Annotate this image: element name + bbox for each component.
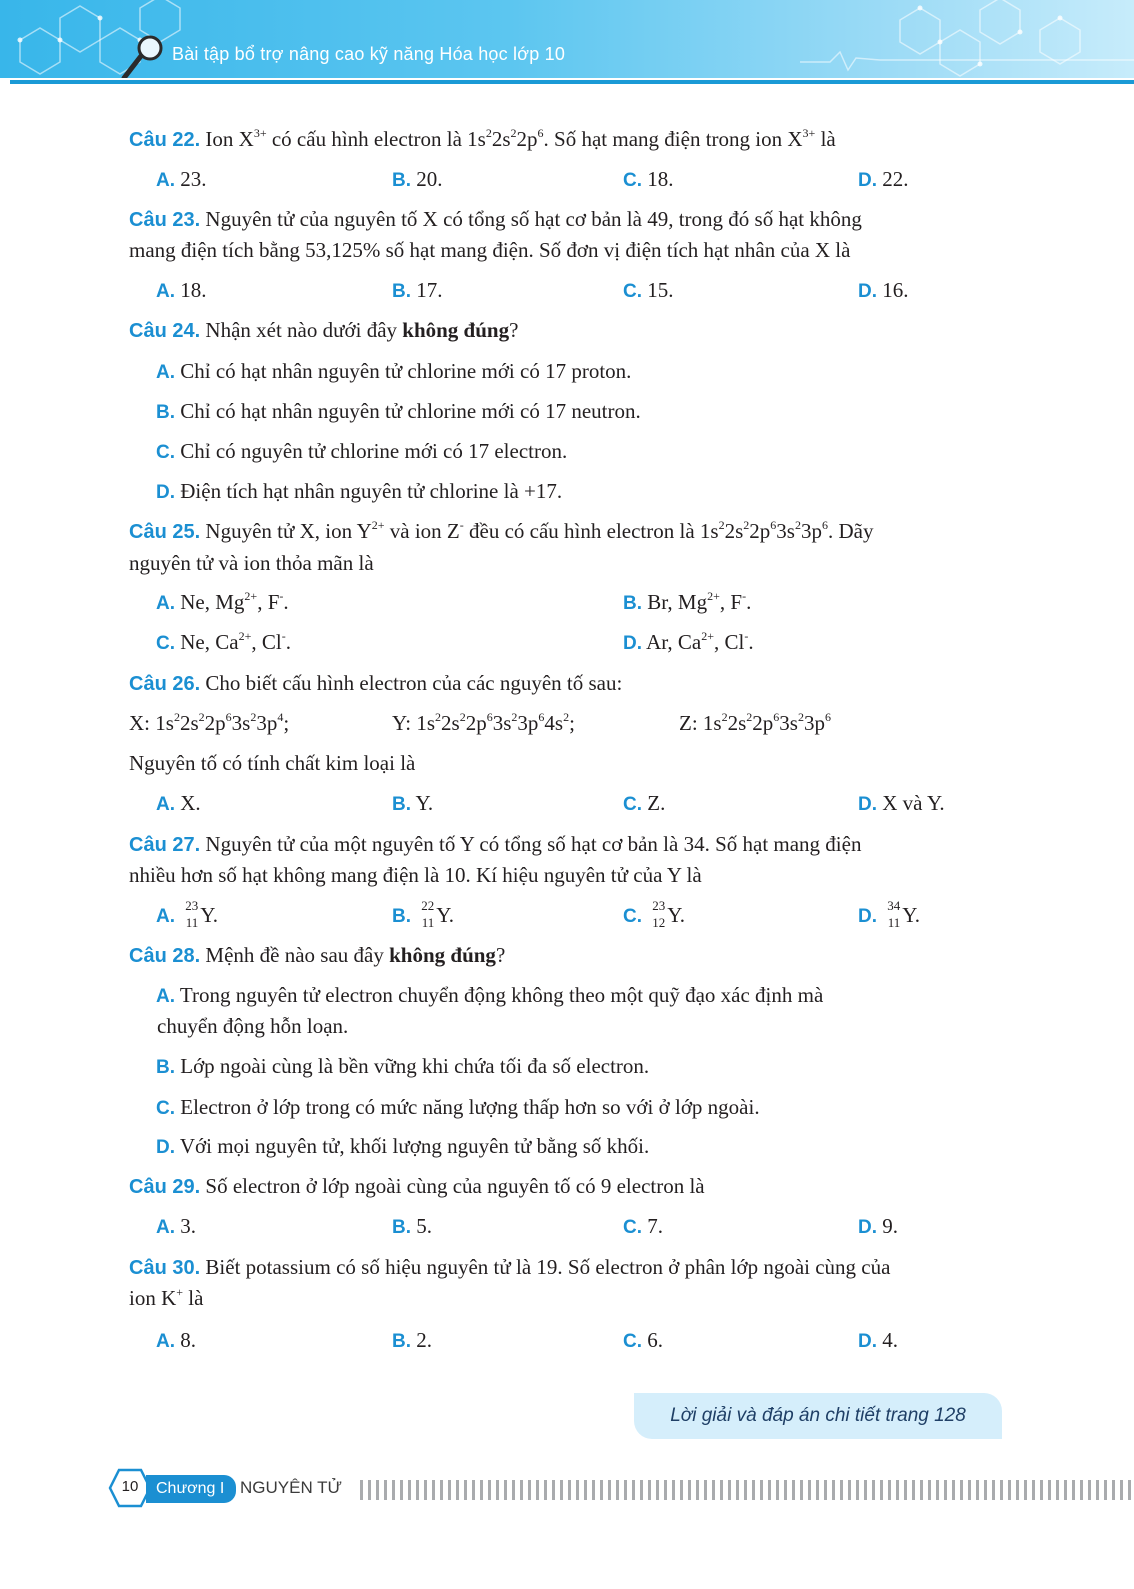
option-c[interactable]: C. 6. bbox=[623, 1328, 663, 1352]
header-divider bbox=[10, 80, 1134, 84]
question-label: Câu 25. bbox=[129, 521, 201, 543]
option-c[interactable]: C. Electron ở lớp trong có mức năng lượng thấp hơn so với ở lớp ngoài. bbox=[156, 1095, 760, 1119]
option-b[interactable]: B. 2. bbox=[392, 1328, 432, 1352]
option-d[interactable]: D. Điện tích hạt nhân nguyên tử chlorine là +17. bbox=[156, 479, 563, 503]
option-a-cont: chuyển động hỗn loạn. bbox=[157, 1014, 349, 1038]
question-label: Câu 26. bbox=[129, 673, 201, 695]
question-26: Câu 26. Cho biết cấu hình electron của các nguyên tố sau: bbox=[129, 671, 623, 695]
option-a[interactable]: A. 3. bbox=[156, 1214, 196, 1238]
question-label: Câu 22. bbox=[129, 129, 201, 151]
header-title: Bài tập bổ trợ nâng cao kỹ năng Hóa học lớp 10 bbox=[172, 44, 566, 64]
chapter-title: NGUYÊN TỬ bbox=[240, 1478, 343, 1497]
option-a[interactable]: A. X. bbox=[156, 791, 201, 815]
answer-reference-text: Lời giải và đáp án chi tiết trang 128 bbox=[670, 1405, 966, 1426]
option-a[interactable]: A. 8. bbox=[156, 1328, 196, 1352]
config-z: Z: $1s^22s^22p^63s^23p^6$ bbox=[679, 710, 831, 735]
option-a[interactable]: A. Ne, $Mg^{2+}$, F-. bbox=[156, 589, 289, 614]
molecule-pattern-decoration bbox=[0, 0, 1134, 78]
answer-reference-box[interactable] bbox=[634, 1393, 1002, 1439]
question-23: Câu 23. Nguyên tử của nguyên tố X có tổng số hạt cơ bản là 49, trong đó số hạt không bbox=[129, 207, 862, 231]
question-24: Câu 24. Nhận xét nào dưới đây không đúng? bbox=[129, 318, 519, 342]
question-22: Câu 22. Ion $X^{3+}$ có cấu hình electron là $1s^22s^22p^6$. Số hạt mang điện trong ion $X^{3+}$ là bbox=[129, 126, 836, 151]
question-30: Câu 30. Biết potassium có số hiệu nguyên tử là 19. Số electron ở phân lớp ngoài cùng của bbox=[129, 1255, 891, 1279]
option-d[interactable]: D. 34 11 Y. bbox=[858, 898, 920, 930]
option-d[interactable]: D. Với mọi nguyên tử, khối lượng nguyên tử bằng số khối. bbox=[156, 1134, 650, 1158]
option-d[interactable]: D. 4. bbox=[858, 1328, 898, 1352]
option-c[interactable]: C. Z. bbox=[623, 791, 666, 815]
question-label: Câu 30. bbox=[129, 1257, 201, 1279]
option-b[interactable]: B. 5. bbox=[392, 1214, 432, 1238]
option-b[interactable]: B. Chỉ có hạt nhân nguyên tử chlorine mới có 17 neutron. bbox=[156, 399, 641, 423]
page-footer bbox=[0, 1468, 1134, 1510]
option-c[interactable]: C. Chỉ có nguyên tử chlorine mới có 17 electron. bbox=[156, 439, 568, 463]
option-d[interactable]: D. Ar, $Ca^{2+}$, Cl-. bbox=[623, 629, 754, 654]
question-label: Câu 24. bbox=[129, 320, 201, 342]
option-d[interactable]: D. 22. bbox=[858, 167, 909, 191]
question-27-cont: nhiều hơn số hạt không mang điện là 10. Kí hiệu nguyên tử của Y là bbox=[129, 863, 702, 887]
question-26-cont: Nguyên tố có tính chất kim loại là bbox=[129, 751, 416, 775]
option-d[interactable]: D. X và Y. bbox=[858, 791, 945, 815]
option-a[interactable]: A. Trong nguyên tử electron chuyển động không theo một quỹ đạo xác định mà bbox=[156, 983, 824, 1007]
option-a[interactable]: A. 23 11 Y. bbox=[156, 898, 218, 930]
option-c[interactable]: C. 23 12 Y. bbox=[623, 898, 685, 930]
option-d[interactable]: D. 9. bbox=[858, 1214, 898, 1238]
option-c[interactable]: C. Ne, $Ca^{2+}$, Cl-. bbox=[156, 629, 291, 654]
option-b[interactable]: B. Y. bbox=[392, 791, 434, 815]
option-a[interactable]: A. 18. bbox=[156, 278, 207, 302]
option-c[interactable]: C. 7. bbox=[623, 1214, 663, 1238]
option-b[interactable]: B. 17. bbox=[392, 278, 443, 302]
question-27: Câu 27. Nguyên tử của một nguyên tố Y có tổng số hạt cơ bản là 34. Số hạt mang điện bbox=[129, 832, 862, 856]
option-a[interactable]: A. 23. bbox=[156, 167, 207, 191]
question-label: Câu 23. bbox=[129, 209, 201, 231]
config-y: Y: $1s^22s^22p^63s^23p^64s^2$; bbox=[392, 710, 575, 735]
option-c[interactable]: C. 15. bbox=[623, 278, 674, 302]
option-b[interactable]: B. 22 11 Y. bbox=[392, 898, 454, 930]
question-28: Câu 28. Mệnh đề nào sau đây không đúng? bbox=[129, 943, 506, 967]
option-b[interactable]: B. Lớp ngoài cùng là bền vững khi chứa tối đa số electron. bbox=[156, 1054, 650, 1078]
question-25-cont: nguyên tử và ion thỏa mãn là bbox=[129, 551, 374, 575]
option-c[interactable]: C. 18. bbox=[623, 167, 674, 191]
chapter-badge: Chương I bbox=[146, 1475, 236, 1503]
config-x: X: $1s^22s^22p^63s^23p^4$; bbox=[129, 710, 290, 735]
question-25: Câu 25. Nguyên tử X, ion $Y^{2+}$ và ion Z- đều có cấu hình electron là $1s^22s^22p^63s^23p^6$. Dãy bbox=[129, 518, 874, 543]
question-23-cont: mang điện tích bằng 53,125% số hạt mang điện. Số đơn vị điện tích hạt nhân của X là bbox=[129, 238, 851, 262]
page-number: 10 bbox=[121, 1478, 139, 1495]
magnifier-icon bbox=[118, 32, 166, 78]
question-label: Câu 27. bbox=[129, 834, 201, 856]
option-b[interactable]: B. Br, $Mg^{2+}$, F-. bbox=[623, 589, 752, 614]
decorative-bars bbox=[360, 1480, 1134, 1500]
option-b[interactable]: B. 20. bbox=[392, 167, 443, 191]
question-label: Câu 29. bbox=[129, 1176, 201, 1198]
page-header bbox=[0, 0, 1134, 78]
option-a[interactable]: A. Chỉ có hạt nhân nguyên tử chlorine mới có 17 proton. bbox=[156, 359, 632, 383]
question-29: Câu 29. Số electron ở lớp ngoài cùng của nguyên tố có 9 electron là bbox=[129, 1174, 705, 1198]
question-30-cont: ion K+ là bbox=[129, 1285, 204, 1310]
question-label: Câu 28. bbox=[129, 945, 201, 967]
option-d[interactable]: D. 16. bbox=[858, 278, 909, 302]
